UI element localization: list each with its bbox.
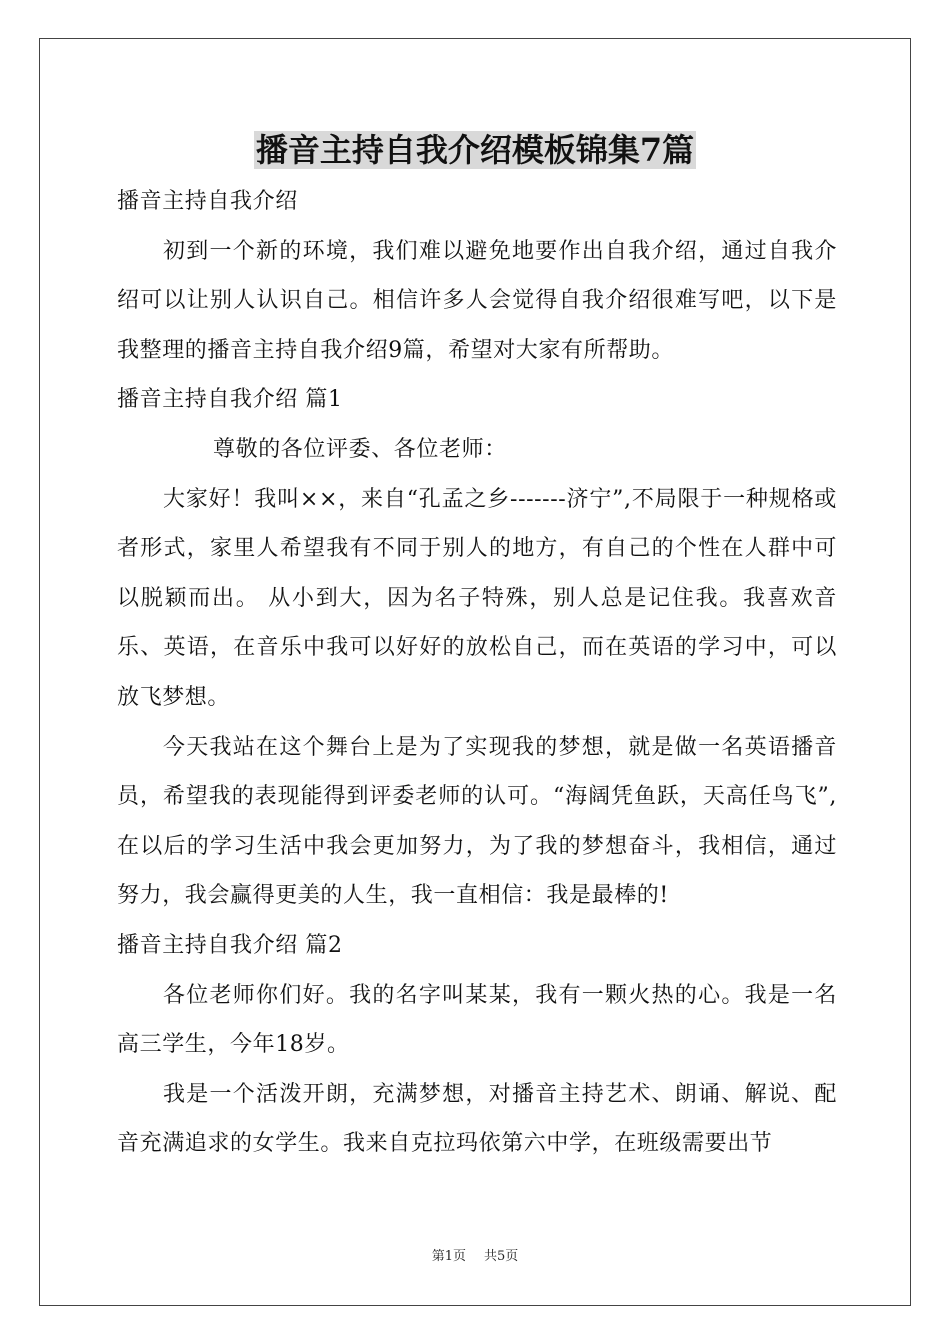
section-heading: 播音主持自我介绍 xyxy=(117,189,298,214)
page-footer xyxy=(0,1247,950,1267)
page-number: 第1页 xyxy=(431,1249,466,1264)
section-heading-part-1: 播音主持自我介绍 篇1 xyxy=(117,387,343,413)
body-paragraph: 大家好！我叫××，来自“孔孟之乡-------济宁”,不局限于一种规格或者形式，家里人希望我有不同于别人的地方，有自己的个性在人群中可以脱颖而出。 从小到大，因为名子特殊，别人总是记住我。我喜欢音乐、英语，在音乐中我可以好好的放松自己，而在英语的学习中，可以放飞梦想。 xyxy=(117,486,837,710)
document-title-text: 播音主持自我介绍模板锦集7篇 xyxy=(255,131,695,169)
body-paragraph: 今天我站在这个舞台上是为了实现我的梦想，就是做一名英语播音员，希望我的表现能得到评委老师的认可。“海阔凭鱼跃，天高任鸟飞”,在以后的学习生活中我会更加努力，为了我的梦想奋斗，我相信，通过努力，我会赢得更美的人生，我一直相信：我是最棒的! xyxy=(117,734,837,909)
section-heading-part-2: 播音主持自我介绍 篇2 xyxy=(117,932,343,958)
body-paragraph: 我是一个活泼开朗，充满梦想，对播音主持艺术、朗诵、解说、配音充满追求的女学生。我来自克拉玛依第六中学，在班级需要出节 xyxy=(117,1081,837,1157)
body-paragraph: 各位老师你们好。我的名字叫某某，我有一颗火热的心。我是一名高三学生，今年18岁。 xyxy=(117,982,837,1058)
intro-paragraph: 初到一个新的环境，我们难以避免地要作出自我介绍，通过自我介绍可以让别人认识自己。相信许多人会觉得自我介绍很难写吧，以下是我整理的播音主持自我介绍9篇，希望对大家有所帮助。 xyxy=(117,238,837,363)
document-body xyxy=(117,177,837,1169)
page-total: 共5页 xyxy=(484,1249,519,1264)
salutation: 尊敬的各位评委、各位老师： xyxy=(213,436,507,462)
document-title xyxy=(0,126,950,174)
